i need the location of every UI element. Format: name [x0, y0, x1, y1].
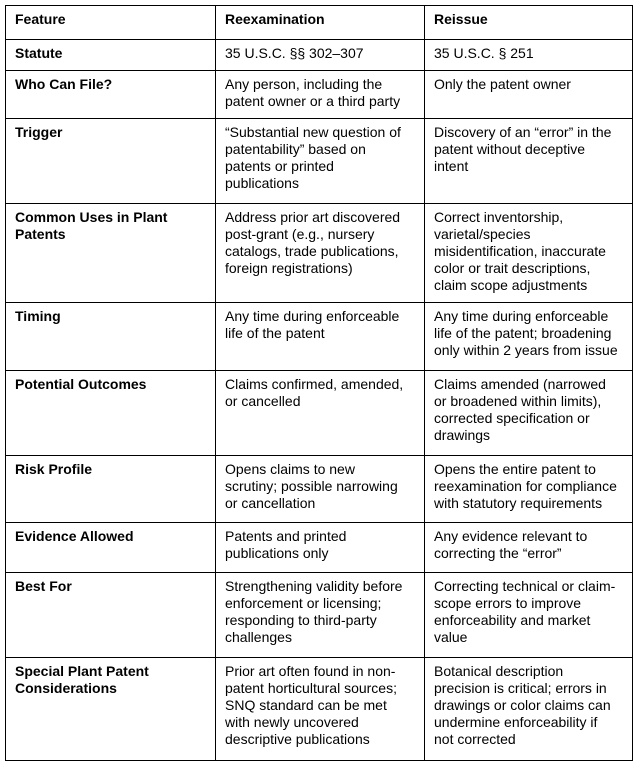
- cell-reissue: Claims amended (narrowed or broadened within limits), corrected specification or drawings: [425, 371, 633, 456]
- cell-reexamination: Strengthening validity before enforcement or licensing; responding to third-party challenges: [216, 573, 425, 658]
- cell-reissue: Any evidence relevant to correcting the “error”: [425, 523, 633, 573]
- cell-reissue: 35 U.S.C. § 251: [425, 40, 633, 71]
- cell-reexamination: 35 U.S.C. §§ 302–307: [216, 40, 425, 71]
- cell-feature: Special Plant Patent Considerations: [6, 658, 216, 761]
- cell-feature: Trigger: [6, 119, 216, 204]
- cell-reexamination: Opens claims to new scrutiny; possible narrowing or cancellation: [216, 456, 425, 523]
- table-row: [6, 371, 633, 456]
- cell-feature: Who Can File?: [6, 71, 216, 119]
- table-row: [6, 119, 633, 204]
- table-row: [6, 573, 633, 658]
- table-row: [6, 303, 633, 371]
- cell-feature: Statute: [6, 40, 216, 71]
- cell-reissue: Discovery of an “error” in the patent without deceptive intent: [425, 119, 633, 204]
- cell-feature: Best For: [6, 573, 216, 658]
- cell-feature: Common Uses in Plant Patents: [6, 204, 216, 303]
- table-row: [6, 71, 633, 119]
- table-row: [6, 658, 633, 761]
- cell-reissue: Correcting technical or claim- scope errors to improve enforceability and market value: [425, 573, 633, 658]
- cell-reissue: Only the patent owner: [425, 71, 633, 119]
- header-reissue: Reissue: [425, 6, 633, 40]
- table-row: [6, 456, 633, 523]
- cell-feature: Risk Profile: [6, 456, 216, 523]
- cell-reexamination: Claims confirmed, amended, or cancelled: [216, 371, 425, 456]
- cell-feature: Evidence Allowed: [6, 523, 216, 573]
- header-feature: Feature: [6, 6, 216, 40]
- table-row: [6, 523, 633, 573]
- cell-reissue: Correct inventorship, varietal/species misidentification, inaccurate color or trait descriptions, claim scope adjustments: [425, 204, 633, 303]
- cell-reissue: Opens the entire patent to reexamination for compliance with statutory requirements: [425, 456, 633, 523]
- table-row: [6, 40, 633, 71]
- cell-reexamination: Any person, including the patent owner or a third party: [216, 71, 425, 119]
- table-header-row: [6, 6, 633, 40]
- table-row: [6, 204, 633, 303]
- cell-reexamination: “Substantial new question of patentability” based on patents or printed publications: [216, 119, 425, 204]
- comparison-table: [5, 5, 633, 761]
- cell-reexamination: Any time during enforceable life of the patent: [216, 303, 425, 371]
- cell-feature: Timing: [6, 303, 216, 371]
- cell-reexamination: Prior art often found in non- patent horticultural sources; SNQ standard can be met with newly uncovered descriptive publications: [216, 658, 425, 761]
- header-reexamination: Reexamination: [216, 6, 425, 40]
- cell-reexamination: Patents and printed publications only: [216, 523, 425, 573]
- cell-reissue: Botanical description precision is critical; errors in drawings or color claims can undermine enforceability if not corrected: [425, 658, 633, 761]
- cell-feature: Potential Outcomes: [6, 371, 216, 456]
- cell-reissue: Any time during enforceable life of the patent; broadening only within 2 years from issue: [425, 303, 633, 371]
- cell-reexamination: Address prior art discovered post-grant (e.g., nursery catalogs, trade publications, foreign registrations): [216, 204, 425, 303]
